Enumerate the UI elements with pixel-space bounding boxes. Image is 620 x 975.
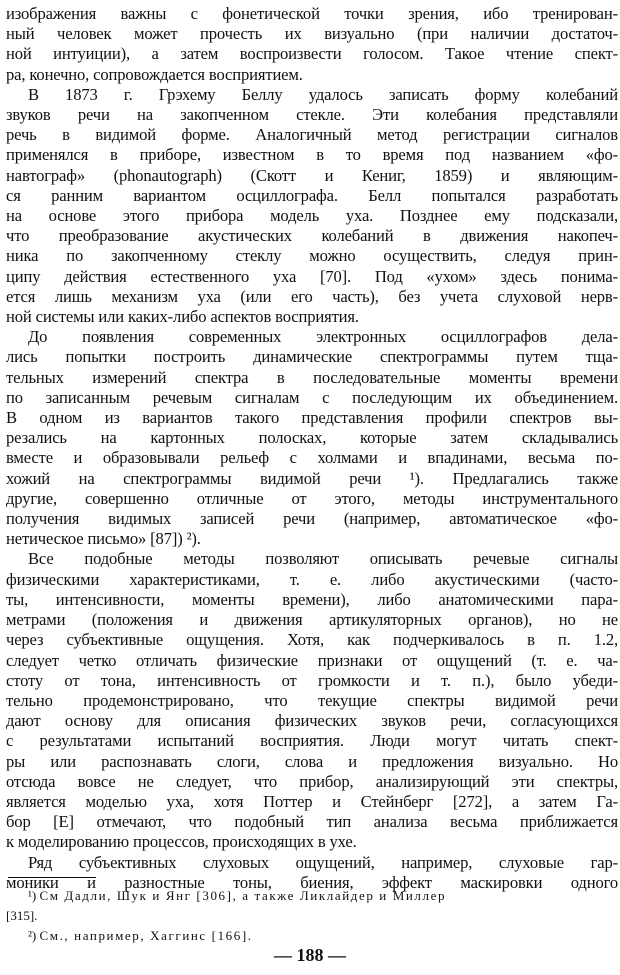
page-body — [6, 4, 618, 893]
text-line: тельных измерений спектра в последовательные моменты времени — [6, 367, 618, 387]
text-line: с результатами испытаний восприятия. Люди могут читать спект- — [6, 731, 618, 751]
text-line: является моделью уха, хотя Поттер и Стейнберг [272], а затем Га- — [6, 791, 618, 811]
footnotes — [6, 886, 618, 946]
text-line: лись попытки построить динамические спектрограммы путем тща- — [6, 347, 618, 367]
text-line: изображения важны с фонетической точки зрения, ибо тренирован- — [6, 4, 618, 23]
footnote-1 — [6, 886, 618, 906]
footnote-marker: ¹) — [28, 888, 37, 903]
text-line: через субъективные ощущения. Хотя, как подчеркивалось в п. 1.2, — [6, 630, 618, 650]
text-line: резались на картонных полосках, которые затем складывались — [6, 428, 618, 448]
text-line: До появления современных электронных осциллографов дела- — [28, 327, 618, 347]
text-line: применялся в приборе, известном в то время под названием «фо- — [6, 145, 618, 165]
text-line: В 1873 г. Грэхему Беллу удалось записать форму колебаний — [28, 84, 618, 104]
text-line: метрами (положения и движения артикуляторных органов), но не — [6, 610, 618, 630]
text-line: Все подобные методы позволяют описывать речевые сигналы — [28, 549, 618, 569]
footnote-text: См Дадли, Шук и Янг [306], а также Ликлайдер и Миллер — [39, 888, 447, 903]
paragraph-4 — [6, 549, 618, 852]
text-line: дают основу для описания физических звуков речи, согласующихся — [6, 711, 618, 731]
text-line: В одном из вариантов такого представления профили спектров вы- — [6, 408, 618, 428]
text-line: по записанным речевым сигналам с последующим их объединением. — [6, 387, 618, 407]
text-line: звуков речи на закопченном стекле. Эти колебания представляли — [6, 105, 618, 125]
paragraph-3 — [6, 327, 618, 549]
footnote-text: См., например, Хаггинс [166]. — [39, 928, 253, 943]
text-line: ной системы или каких-либо аспектов восприятия. — [6, 307, 359, 327]
text-line: ной интуиции), а затем воспроизвести голосом. Такое чтение спект- — [6, 44, 618, 64]
text-line: моники и разностные тоны, биения, эффект маскировки одного — [6, 872, 618, 892]
text-line: ра, конечно, сопровождается восприятием. — [6, 64, 303, 84]
text-line: вместе и образовывали рельеф с холмами и впадинами, весьма по- — [6, 448, 618, 468]
text-line: следует четко отличать физические признаки от ощущений (т. е. ча- — [6, 650, 618, 670]
text-line: ся ранним вариантом осциллографа. Белл попытался разработать — [6, 185, 618, 205]
text-line: нетическое письмо» [87]) ²). — [6, 529, 201, 549]
text-line: другие, совершенно отличные от этого, методы инструментального — [6, 488, 618, 508]
footnote-marker: ²) — [28, 928, 37, 943]
text-line: получения видимых записей речи (например, автоматическое «фо- — [6, 509, 618, 529]
text-line: ты, интенсивности, моменты времени), либо анатомическими пара- — [6, 589, 618, 609]
text-line: ры или распознавать слоги, слова и предложения визуально. Но — [6, 751, 618, 771]
paragraph-1 — [6, 4, 618, 85]
text-line: ется лишь механизм уха (или его часть), без учета слуховой нерв- — [6, 286, 618, 306]
text-line: отсюда вовсе не следует, что прибор, анализирующий эти спектры, — [6, 771, 618, 791]
text-line: физическими характеристиками, т. е. либо акустическими (часто- — [6, 569, 618, 589]
text-line: что преобразование акустических колебаний в движения накопеч- — [6, 226, 618, 246]
paragraph-2 — [6, 85, 618, 327]
page-number: — 188 — — [274, 945, 346, 965]
text-line: навтограф» (phonautograph) (Скотт и Кениг, 1859) и являющим- — [6, 165, 618, 185]
text-line: ный человек может прочесть их визуально (при наличии достаточ- — [6, 24, 618, 44]
text-line: речь в видимой форме. Аналогичный метод регистрации сигналов — [6, 125, 618, 145]
text-line: тельно продемонстрировано, что текущие спектры видимой речи — [6, 690, 618, 710]
text-line: стоту от тона, интенсивность от громкости и т. п.), было убеди- — [6, 670, 618, 690]
text-line: Ряд субъективных слуховых ощущений, например, слуховые гар- — [28, 852, 618, 872]
footnote-2 — [6, 926, 618, 946]
footnote-text: [315]. — [6, 908, 38, 923]
footnote-1-continuation — [6, 906, 618, 926]
footnote-divider — [8, 877, 96, 878]
text-line: бор [Е] отмечают, что подобный тип анализа весьма приближается — [6, 812, 618, 832]
text-line: хожий на спектрограммы видимой речи ¹). Предлагались также — [6, 468, 618, 488]
text-line: на основе этого прибора модель уха. Позднее ему подсказали, — [6, 206, 618, 226]
text-line: ника по закопченному стеклу можно осуществить, следуя прин- — [6, 246, 618, 266]
text-line: к моделированию процессов, происходящих в ухе. — [6, 832, 357, 852]
text-line: ципу действия естественного уха [70]. Под «ухом» здесь понима- — [6, 266, 618, 286]
